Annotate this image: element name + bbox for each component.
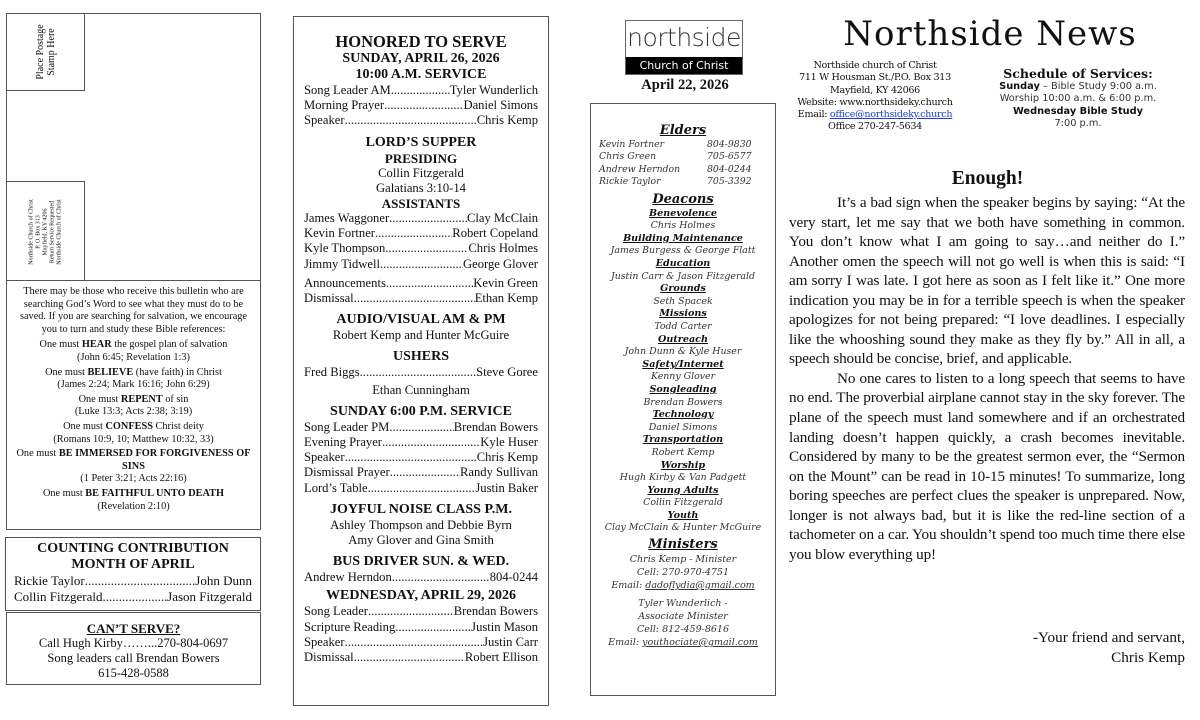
ushers-heading: USHERS (392, 349, 450, 365)
ushers-extra: Ethan Cunningham (372, 382, 470, 397)
deacon-area: Songleading (649, 383, 717, 395)
wednesday-heading: WEDNESDAY, APRIL 29, 2026 (326, 588, 516, 604)
church-website: Website: www.northsideky.church (797, 96, 953, 108)
role-label: Song Leader AM (304, 83, 391, 97)
article-title: Enough! (951, 168, 1024, 189)
role-name: Justin Carr (483, 634, 538, 649)
deacon-area: Safety/Internet (642, 358, 724, 370)
deacon-names: Hugh Kirby & Van Padgett (619, 472, 747, 484)
signoff-line: -Your friend and servant, (1033, 629, 1185, 646)
role-label: Kevin Fortner (304, 226, 375, 241)
dot-leader (385, 241, 468, 256)
cant-serve-box (6, 612, 261, 685)
deacon-names: Chris Holmes (650, 220, 716, 232)
role-name: Robert Ellison (464, 650, 538, 665)
counting-row: Rickie Taylor ..... John Dunn (14, 573, 252, 589)
salvation-step-text (13, 367, 254, 380)
honored-date: SUNDAY, APRIL 26, 2026 (342, 51, 500, 66)
elder-name: Kevin Fortner (599, 139, 665, 150)
deacon-names: Collin Fitzgerald (643, 497, 723, 509)
article-paragraph: No one cares to listen to a long speech that seems to have no end. The proverbial airplane cannot stay in the sky forever. The plane of the speech must land somewhere and if an orchestrated landing doesn’t happen quickly, a crash becomes inevitable. Considered by many to be the greatest sermon ever, the “Sermon on the Mount” can be read in 10-15 minutes! To summarize, long boring speeches are perfect clues the speaker is unprepared. Now, longer is not always bad, but it is like the red-line section of a tachometer on a car. You shouldn’t spend too much time there else you blow everything up! (789, 369, 1185, 563)
dot-leader (375, 226, 452, 241)
salvation-plan-box (6, 280, 261, 530)
role-label: Jimmy Tidwell (304, 256, 380, 271)
signoff-author: Chris Kemp (1111, 648, 1185, 666)
role-label: Evening Prayer (304, 435, 382, 450)
step-post: of sin (162, 393, 189, 405)
step-references: (Revelation 2:10) (97, 500, 170, 512)
role-label: Speaker (304, 450, 345, 465)
role-name: Clay McClain (466, 211, 538, 226)
am-roles-list (304, 83, 538, 129)
step-pre: One must (78, 393, 121, 405)
minister-name: Chris Kemp - Minister (629, 554, 737, 566)
church-contact-info (786, 60, 964, 134)
deacon-area: Worship (660, 459, 706, 471)
elder-phone: 705-3392 (707, 176, 752, 188)
av-names: Robert Kemp and Hunter McGuire (332, 328, 510, 343)
article-body (789, 193, 1185, 564)
step-post: Christ deity (152, 420, 204, 432)
schedule-wednesday-time: 7:00 p.m. (1054, 118, 1102, 130)
role-label: Lord’s Table (304, 480, 368, 495)
dot-leader (389, 211, 467, 226)
dot-leader (395, 620, 471, 635)
elder-row (595, 164, 771, 176)
closing-roles-list (304, 276, 538, 306)
dot-leader (368, 481, 476, 496)
associate-minister-email-link[interactable]: youthociate@gmail.com (642, 637, 758, 649)
step-key: BE FAITHFUL UNTO DEATH (85, 487, 225, 499)
deacon-names: Seth Spacek (653, 295, 713, 307)
role-name: Kevin Green (473, 275, 538, 290)
stamp-label: Place Postage Stamp Here (34, 24, 57, 80)
role-name: George Glover (463, 256, 538, 271)
associate-minister-cell: Cell: 812-459-8616 (636, 624, 730, 636)
role-label: Dismissal (304, 291, 354, 306)
step-pre: One must (42, 487, 86, 499)
role-label: Morning Prayer (304, 98, 385, 113)
step-references: (Luke 13:3; Acts 2:38; 3:19) (74, 406, 193, 418)
dot-leader (354, 291, 475, 306)
dot-leader (345, 113, 477, 128)
deacon-names: John Dunn & Kyle Huser (624, 346, 742, 358)
deacon-names: Kenny Glover (650, 371, 716, 383)
return-address-box (7, 181, 85, 281)
salvation-step-text (13, 339, 254, 352)
deacon-names: James Burgess & George Flatt (610, 245, 756, 257)
counting-contribution-box (5, 537, 261, 611)
role-name: Chris Holmes (468, 241, 538, 256)
step-key: CONFESS (105, 420, 153, 432)
dot-leader (384, 98, 463, 113)
step-pre: One must (39, 339, 82, 351)
church-logo (625, 20, 743, 75)
salvation-steps (13, 339, 254, 513)
role-label: Song Leader PM (304, 419, 390, 434)
step-references: (1 Peter 3:21; Acts 22:16) (80, 473, 187, 485)
counting-title: COUNTING CONTRIBUTION (37, 541, 229, 556)
return-address: Northside Church of Christ P. O. Box 313 Mayfield, KY 4206 Return Service Requested Northside Church of Christ (28, 198, 62, 265)
step-pre: One must (16, 448, 59, 460)
role-label: Speaker (304, 634, 345, 649)
deacon-area: Building Maintenance (623, 232, 743, 244)
cant-serve-phone: 615-428-0588 (98, 666, 169, 680)
salvation-step (13, 448, 254, 486)
church-city: Mayfield, KY 42066 (830, 84, 920, 96)
article-signoff (789, 628, 1185, 667)
bus-driver-heading: BUS DRIVER SUN. & WED. (332, 554, 510, 570)
role-label: James Waggoner (304, 211, 390, 226)
role-row (304, 257, 538, 272)
church-email-line: Email: office@northsideky.church (797, 109, 953, 121)
elders-list (595, 139, 771, 189)
role-label: Scripture Reading (304, 619, 396, 634)
role-row (304, 620, 538, 635)
schedule-worship: Worship 10:00 a.m. & 6:00 p.m. (999, 93, 1157, 105)
role-name: Justin Baker (475, 480, 538, 495)
masthead-title: Northside News (843, 14, 1137, 54)
dot-leader (391, 83, 450, 98)
role-name: Chris Kemp (476, 450, 538, 465)
elder-phone: 804-0244 (707, 163, 752, 175)
role-name: Daniel Simons (463, 98, 538, 113)
role-row (304, 420, 538, 435)
role-row (304, 635, 538, 650)
deacon-area: Education (655, 258, 711, 269)
salvation-step (13, 488, 254, 513)
mailing-panel (6, 13, 261, 281)
honored-service: 10:00 A.M. SERVICE (355, 67, 487, 82)
officers-box (590, 103, 776, 696)
step-references: (Romans 10:9, 10; Matthew 10:32, 33) (53, 433, 214, 445)
deacon-area: Outreach (658, 333, 708, 345)
role-row (304, 226, 538, 241)
role-name: Chris Kemp (476, 113, 538, 128)
deacon-area: Transportation (642, 434, 724, 446)
minister-email-link[interactable]: dadoflydia@gmail.com (645, 580, 755, 592)
associate-minister-name: Tyler Wunderlich - (638, 598, 728, 610)
salvation-step-text (13, 488, 254, 501)
schedule-wednesday: Wednesday Bible Study (1012, 105, 1144, 117)
role-label: Dismissal (304, 650, 354, 665)
deacon-area: Youth (667, 509, 699, 521)
role-row (304, 211, 538, 226)
elder-name: Rickie Taylor (599, 176, 661, 188)
cant-serve-song-leaders: Song leaders call Brendan Bowers (47, 651, 220, 665)
role-row (304, 83, 538, 98)
joyful-noise-names-1: Ashley Thompson and Debbie Byrn (330, 517, 512, 532)
role-label: Dismissal Prayer (304, 465, 390, 480)
elder-name: Chris Green (599, 151, 657, 163)
role-name: Brendan Bowers (453, 419, 538, 434)
deacon-names: Brendan Bowers (643, 396, 723, 408)
counting-row: Collin Fitzgerald ..... Jason Fitzgerald (14, 589, 252, 605)
role-name: Brendan Bowers (453, 604, 538, 619)
step-references: (James 2:24; Mark 16:16; John 6:29) (57, 379, 210, 391)
deacon-area: Benevolence (649, 207, 717, 219)
deacon-names: Clay McClain & Hunter McGuire (604, 522, 762, 534)
deacons-heading: Deacons (652, 191, 714, 207)
role-name: Robert Copeland (452, 226, 538, 241)
role-row (304, 276, 538, 291)
schedule-sunday: Sunday – Bible Study 9:00 a.m. (999, 81, 1157, 92)
step-pre: One must (63, 420, 106, 432)
step-key: HEAR (81, 339, 112, 351)
role-row (304, 291, 538, 306)
step-pre: One must (45, 366, 88, 378)
honored-title: HONORED TO SERVE (335, 32, 507, 51)
pm-roles-list (304, 420, 538, 496)
deacon-names: Justin Carr & Jason Fitzgerald (610, 270, 756, 282)
presiding-name: Collin Fitzgerald (378, 165, 464, 180)
step-key: REPENT (120, 393, 163, 405)
elder-name: Andrew Herndon (599, 163, 681, 175)
role-label: Speaker (304, 113, 345, 128)
dot-leader (389, 420, 453, 435)
role-row (304, 435, 538, 450)
role-row (304, 604, 538, 619)
deacons-list (595, 208, 771, 535)
dot-leader (354, 650, 465, 665)
role-label: Song Leader (304, 604, 368, 619)
bus-driver-row: Andrew Herndon ..... 804-0244 (304, 570, 538, 585)
elder-phone: 705-6577 (707, 151, 752, 163)
role-row (304, 113, 538, 128)
ministers-heading: Ministers (648, 537, 718, 553)
issue-date: April 22, 2026 (641, 77, 729, 93)
dot-leader (382, 435, 480, 450)
salvation-step (13, 421, 254, 446)
deacon-names: Robert Kemp (651, 446, 715, 458)
salvation-step (13, 367, 254, 392)
role-row (304, 450, 538, 465)
elder-row (595, 176, 771, 188)
elders-heading: Elders (659, 123, 707, 138)
role-label: Kyle Thompson (304, 241, 386, 256)
deacon-area: Missions (659, 308, 707, 320)
deacon-names: Daniel Simons (648, 421, 718, 433)
assistants-list (304, 211, 538, 272)
church-address: 711 W Housman St./P.O. Box 313 (799, 72, 951, 84)
role-row (304, 650, 538, 665)
dot-leader (368, 604, 454, 619)
role-name: Ethan Kemp (474, 291, 538, 306)
deacon-names: Todd Carter (654, 320, 712, 332)
role-name: Justin Mason (471, 619, 538, 634)
schedule-of-services (978, 66, 1178, 131)
logo-band: Church of Christ (626, 57, 742, 74)
step-post: (have faith) in Christ (133, 366, 222, 378)
church-email-link[interactable]: office@northsideky.church (829, 109, 953, 121)
minister-cell: Cell: 270-970-4751 (636, 567, 730, 579)
dot-leader (345, 450, 477, 465)
role-row (304, 465, 538, 480)
step-key: BE IMMERSED FOR FORGIVENESS OF SINS (58, 448, 251, 472)
salvation-step-text (13, 448, 254, 473)
elder-row (595, 151, 771, 163)
minister-email: Email: dadoflydia@gmail.com (611, 580, 755, 592)
dot-leader (386, 276, 473, 291)
associate-minister-email: Email: youthociate@gmail.com (608, 637, 758, 649)
logo-wordmark: northside (627, 23, 741, 52)
role-row (304, 241, 538, 256)
associate-minister-title: Associate Minister (638, 611, 728, 623)
role-row (304, 481, 538, 496)
role-name: Randy Sullivan (459, 465, 538, 480)
ushers-row: Fred Biggs ..... Steve Goree (304, 365, 538, 380)
cant-serve-call: Call Hugh Kirby ……... 270-804-0697 (38, 636, 229, 650)
step-post: the gospel plan of salvation (111, 339, 228, 351)
elder-phone: 804-9830 (707, 139, 752, 150)
article-paragraph: It’s a bad sign when the speaker begins by saying: “At the very start, let me say that we both have something in common. You don’t know what I am going to say…and neither do I.” Another omen the speech will not go well is when this is said: “I am sorry I was late. I got here as soon as I felt like it.” One more indication you may be in for a terrible speech is when the speaker apologizes for not being prepared: “I love deadlines. I especially like the whooshing sound they make as they fly by.” All in all, a speech should be concise, brief, and applicable. (789, 194, 1185, 368)
role-name: Kyle Huser (480, 435, 538, 450)
joyful-noise-heading: JOYFUL NOISE CLASS P.M. (330, 501, 512, 517)
salvation-step-text (13, 394, 254, 407)
honored-to-serve-box (293, 16, 549, 706)
joyful-noise-names-2: Amy Glover and Gina Smith (348, 533, 494, 548)
deacon-area: Grounds (660, 283, 706, 295)
role-label: Announcements (304, 275, 386, 290)
dot-leader (380, 257, 463, 272)
av-heading: AUDIO/VISUAL AM & PM (336, 312, 506, 328)
pm-service-heading: SUNDAY 6:00 P.M. SERVICE (330, 403, 512, 419)
dot-leader (345, 635, 484, 650)
deacon-area: Technology (652, 409, 714, 421)
counting-month: MONTH OF APRIL (71, 557, 195, 572)
church-office-phone: Office 270-247-5634 (828, 121, 922, 133)
dot-leader (390, 465, 460, 480)
schedule-title: Schedule of Services: (1003, 66, 1153, 81)
role-row (304, 98, 538, 113)
wednesday-roles-list (304, 604, 538, 665)
assistants-heading: ASSISTANTS (381, 196, 461, 212)
cant-serve-title: CAN’T SERVE? (86, 621, 181, 636)
postage-stamp-box (7, 14, 85, 91)
presiding-heading: PRESIDING (384, 150, 458, 166)
salvation-intro: There may be those who receive this bulletin who are searching God’s Word to see what they must do to be saved. If you are searching for salvation, we encourage you to turn and study these Bible references: (19, 286, 247, 335)
step-references: (John 6:45; Revelation 1:3) (77, 351, 190, 363)
salvation-step (13, 394, 254, 419)
elder-row (595, 139, 771, 151)
salvation-step-text (13, 421, 254, 434)
role-name: Tyler Wunderlich (449, 83, 538, 97)
church-name: Northside church of Christ (813, 60, 937, 71)
salvation-step (13, 339, 254, 364)
deacon-area: Young Adults (647, 484, 719, 496)
presiding-text: Galatians 3:10-14 (376, 180, 466, 195)
lords-supper-heading: LORD’S SUPPER (365, 134, 477, 150)
step-key: BELIEVE (87, 366, 134, 378)
